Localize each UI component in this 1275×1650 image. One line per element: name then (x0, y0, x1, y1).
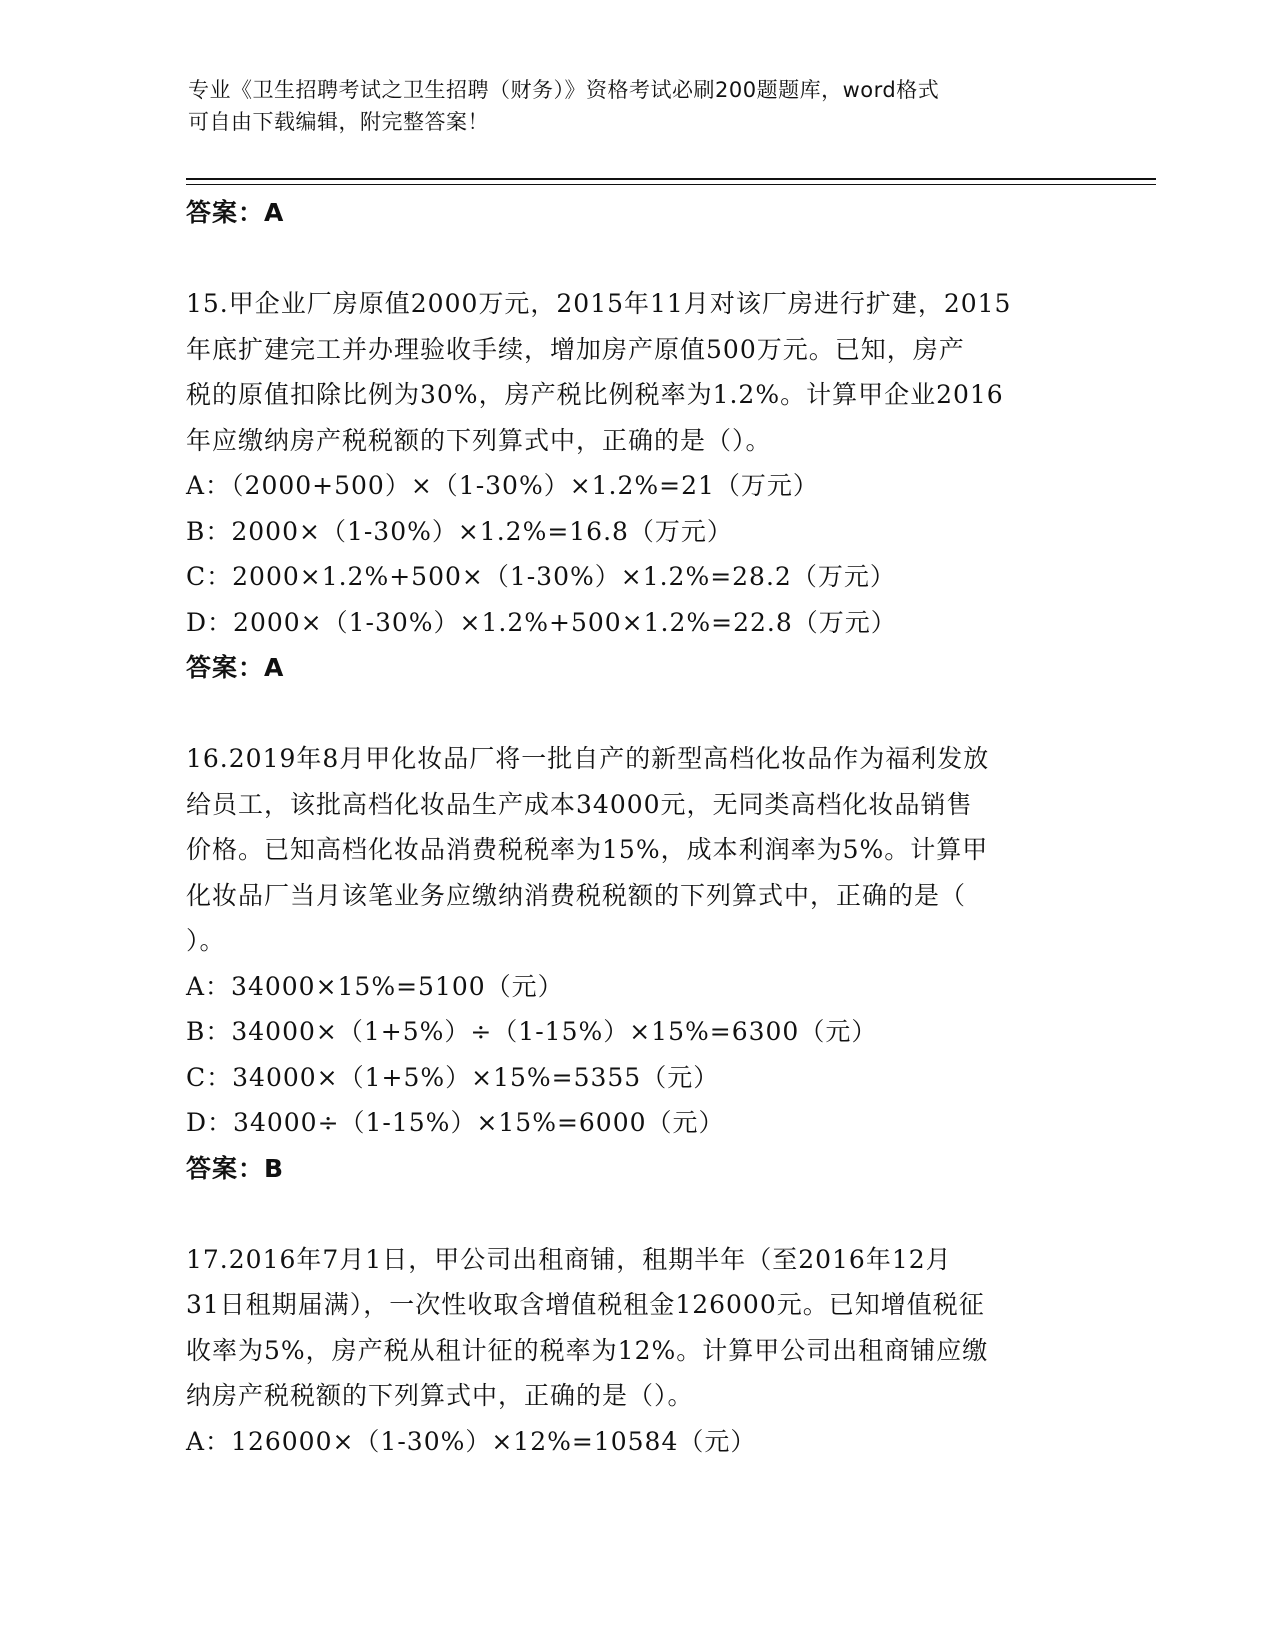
question-17 (186, 1237, 1086, 1465)
question-15 (186, 281, 1086, 691)
header-rule (186, 184, 1156, 185)
answer-line: 答案：A (186, 198, 285, 227)
question-text: 给员工，该批高档化妆品生产成本34000元，无同类高档化妆品销售 (186, 789, 973, 819)
question-text: 价格。已知高档化妆品消费税税率为15%，成本利润率为5%。计算甲 (186, 835, 989, 864)
header-rule (186, 178, 1156, 180)
option-b: B：34000×（1+5%）÷（1-15%）×15%=6300（元） (186, 1017, 878, 1046)
question-text: 年应缴纳房产税税额的下列算式中，正确的是（）。 (186, 425, 772, 455)
question-text: 16.2019年8月甲化妆品厂将一批自产的新型高档化妆品作为福利发放 (186, 744, 990, 773)
page-header (188, 74, 1088, 138)
question-text: 纳房产税税额的下列算式中，正确的是（）。 (186, 1381, 694, 1410)
question-text: 17.2016年7月1日，甲公司出租商铺，租期半年（至2016年12月 (186, 1244, 952, 1274)
question-text: 税的原值扣除比例为30%，房产税比例税率为1.2%。计算甲企业2016 (186, 380, 1004, 409)
question-text: 31日租期届满），一次性收取含增值税租金126000元。已知增值税征 (186, 1290, 985, 1319)
header-line: 可自由下载编辑，附完整答案！ (188, 110, 489, 134)
answer-line: 答案：B (186, 1153, 285, 1183)
question-text: 15.甲企业厂房原值2000万元，2015年11月对该厂房进行扩建，2015 (186, 289, 1012, 318)
option-a: A：（2000+500）×（1-30%）×1.2%=21（万元） (186, 471, 819, 500)
question-text: 化妆品厂当月该笔业务应缴纳消费税税额的下列算式中，正确的是（ (186, 880, 967, 910)
option-c: C：34000×（1+5%）×15%=5355（元） (186, 1062, 720, 1092)
document-body (186, 190, 1086, 1464)
question-16 (186, 736, 1086, 1191)
answer-line: 答案：A (186, 653, 285, 682)
option-c: C：2000×1.2%+500×（1-30%）×1.2%=28.2（万元） (186, 562, 896, 591)
question-text: 收率为5%，房产税从租计征的税率为12%。计算甲公司出租商铺应缴 (186, 1335, 989, 1365)
header-line: 专业《卫生招聘考试之卫生招聘（财务）》资格考试必刷200题题库，word格式 (188, 78, 940, 102)
question-text: 年底扩建完工并办理验收手续，增加房产原值500万元。已知，房产 (186, 334, 965, 364)
option-d: D：34000÷（1-15%）×15%=6000（元） (186, 1108, 725, 1137)
option-b: B：2000×（1-30%）×1.2%=16.8（万元） (186, 516, 733, 546)
option-a: A：34000×15%=5100（元） (186, 971, 564, 1001)
option-a: A：126000×（1-30%）×12%=10584（元） (186, 1426, 757, 1456)
option-d: D：2000×（1-30%）×1.2%+500×1.2%=22.8（万元） (186, 607, 897, 637)
question-text: ）。 (186, 926, 226, 955)
